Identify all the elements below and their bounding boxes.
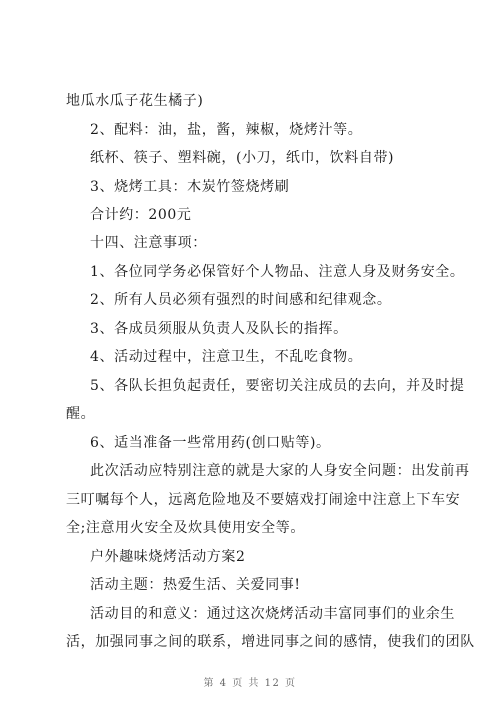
text-line-12: 醒。: [66, 406, 96, 422]
text-line-1: 地瓜水瓜子花生橘子): [66, 93, 204, 109]
text-line-10: 4、活动过程中，注意卫生，不乱吃食物。: [90, 349, 363, 365]
text-line-4: 3、烧烤工具：木炭竹签烧烤刷: [90, 179, 290, 195]
text-line-13: 6、适当准备一些常用药(创口贴等)。: [90, 435, 331, 451]
page-number-footer: 第 4 页 共 12 页: [203, 678, 297, 689]
text-line-8: 2、所有人员必须有强烈的时间感和纪律观念。: [90, 292, 392, 308]
text-line-11: 5、各队长担负起责任，要密切关注成员的去向，并及时提: [90, 378, 465, 394]
text-line-9: 3、各成员须服从负责人及队长的指挥。: [90, 321, 348, 337]
text-line-2: 2、配料：油，盐，酱，辣椒，烧烤汁等。: [90, 122, 363, 138]
text-line-16: 全;注意用火安全及炊具使用安全等。: [66, 520, 305, 536]
text-line-3: 纸杯、筷子、塑料碗，(小刀，纸巾，饮料自带): [90, 150, 395, 166]
text-line-20: 活，加强同事之间的联系，增进同事之间的感情，使我们的团队: [66, 634, 475, 650]
text-line-19: 活动目的和意义：通过这次烧烤活动丰富同事们的业余生: [90, 606, 455, 622]
text-line-18: 活动主题：热爱生活、关爱同事!: [90, 577, 301, 593]
text-line-7: 1、各位同学务必保管好个人物品、注意人身及财务安全。: [90, 264, 465, 280]
text-line-5: 合计约：200元: [90, 207, 192, 223]
text-line-14: 此次活动应特别注意的就是大家的人身安全问题：出发前再: [90, 463, 470, 479]
text-line-6: 十四、注意事项：: [90, 235, 207, 251]
text-line-17: 户外趣味烧烤活动方案2: [90, 549, 246, 565]
text-line-15: 三叮嘱每个人，远离危险地及不要嬉戏打闹途中注意上下车安: [66, 492, 461, 508]
